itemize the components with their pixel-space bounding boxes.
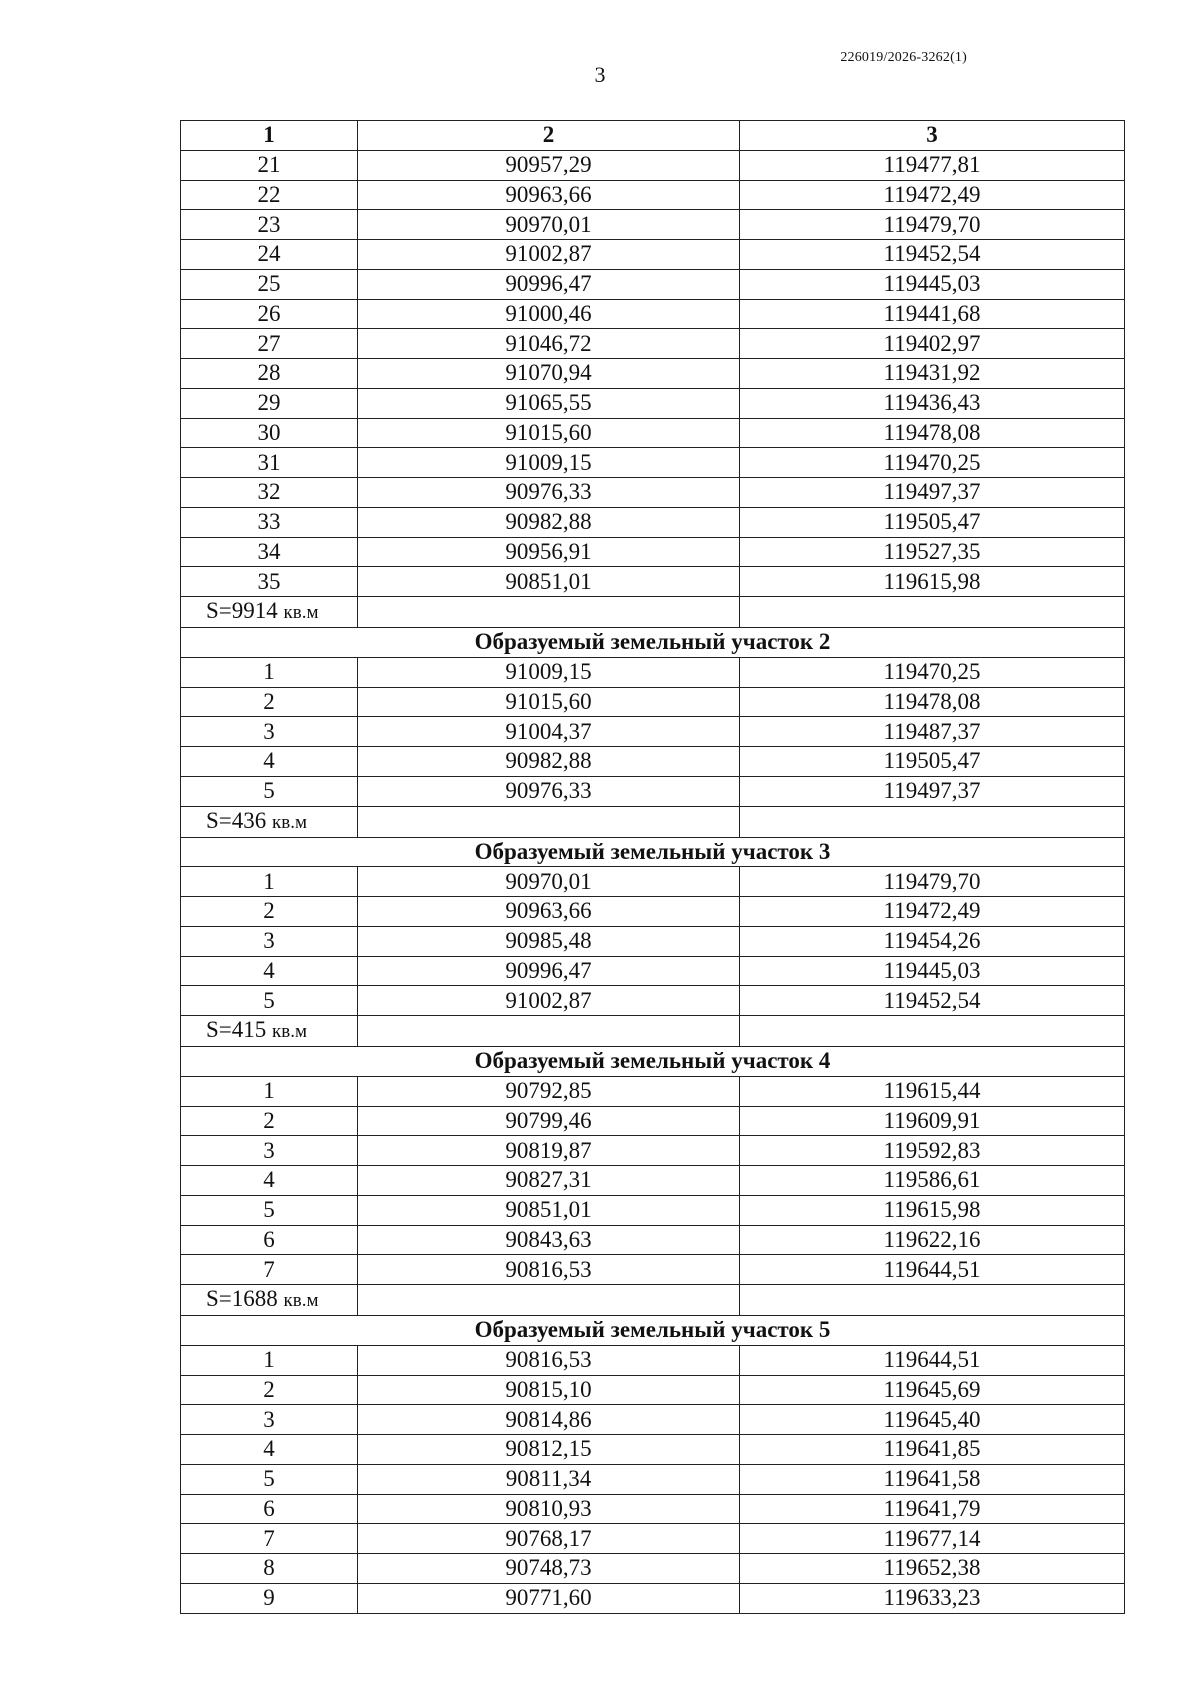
point-number-cell: 3 [181,1136,358,1166]
x-coordinate-cell: 90970,01 [358,210,740,240]
y-coordinate-cell: 119472,49 [740,897,1125,927]
point-number-cell: 5 [181,1195,358,1225]
point-number-cell: 31 [181,448,358,478]
point-number-cell: 29 [181,388,358,418]
section-title: Образуемый земельный участок 5 [181,1316,1125,1346]
table-header-row [181,121,1125,151]
x-coordinate-cell: 90827,31 [358,1166,740,1196]
x-coordinate-cell: 91046,72 [358,329,740,359]
table-row [181,956,1125,986]
x-coordinate-cell: 91065,55 [358,388,740,418]
header-cell-x: 2 [358,121,740,151]
x-coordinate-cell: 90843,63 [358,1225,740,1255]
y-coordinate-cell: 119652,38 [740,1554,1125,1584]
x-coordinate-cell: 90768,17 [358,1524,740,1554]
table-row [181,478,1125,508]
y-coordinate-cell: 119478,08 [740,418,1125,448]
x-coordinate-cell: 91004,37 [358,717,740,747]
section-title: Образуемый земельный участок 3 [181,837,1125,867]
y-coordinate-cell: 119497,37 [740,776,1125,806]
table-row [181,359,1125,389]
table-row [181,507,1125,537]
x-coordinate-cell: 91009,15 [358,448,740,478]
table-row [181,1494,1125,1524]
point-number-cell: 9 [181,1583,358,1613]
x-coordinate-cell: 90963,66 [358,180,740,210]
point-number-cell: 25 [181,269,358,299]
x-coordinate-cell: 90851,01 [358,567,740,597]
table-row [181,657,1125,687]
point-number-cell: 6 [181,1494,358,1524]
y-coordinate-cell: 119472,49 [740,180,1125,210]
y-coordinate-cell: 119436,43 [740,388,1125,418]
table-row [181,897,1125,927]
y-coordinate-cell: 119615,44 [740,1076,1125,1106]
point-number-cell: 1 [181,1076,358,1106]
area-cell [181,1016,358,1047]
y-coordinate-cell: 119431,92 [740,359,1125,389]
empty-cell [358,597,740,628]
area-unit: кв.м [283,602,319,623]
y-coordinate-cell: 119615,98 [740,1195,1125,1225]
x-coordinate-cell: 90771,60 [358,1583,740,1613]
point-number-cell: 28 [181,359,358,389]
point-number-cell: 26 [181,299,358,329]
x-coordinate-cell: 90851,01 [358,1195,740,1225]
empty-cell [358,1285,740,1316]
table-row [181,448,1125,478]
x-coordinate-cell: 90976,33 [358,776,740,806]
y-coordinate-cell: 119452,54 [740,240,1125,270]
point-number-cell: 5 [181,1464,358,1494]
x-coordinate-cell: 91002,87 [358,240,740,270]
section-heading-row [181,837,1125,867]
x-coordinate-cell: 90982,88 [358,507,740,537]
area-cell [181,597,358,628]
y-coordinate-cell: 119641,79 [740,1494,1125,1524]
page-number: 3 [594,62,606,87]
section-title: Образуемый земельный участок 2 [181,628,1125,658]
table-row [181,329,1125,359]
area-unit: кв.м [272,811,307,833]
table-row [181,1225,1125,1255]
x-coordinate-cell: 90815,10 [358,1375,740,1405]
table-row [181,1375,1125,1405]
area-value: S=415 [206,1017,267,1042]
y-coordinate-cell: 119641,58 [740,1464,1125,1494]
y-coordinate-cell: 119641,85 [740,1435,1125,1465]
table-row [181,1076,1125,1106]
point-number-cell: 35 [181,567,358,597]
x-coordinate-cell: 90811,34 [358,1464,740,1494]
x-coordinate-cell: 90963,66 [358,897,740,927]
y-coordinate-cell: 119527,35 [740,537,1125,567]
table-row [181,687,1125,717]
coordinates-table [180,120,1125,1614]
y-coordinate-cell: 119505,47 [740,747,1125,777]
table-row [181,1195,1125,1225]
y-coordinate-cell: 119477,81 [740,150,1125,180]
point-number-cell: 4 [181,956,358,986]
y-coordinate-cell: 119478,08 [740,687,1125,717]
table-row [181,1106,1125,1136]
point-number-cell: 34 [181,537,358,567]
point-number-cell: 4 [181,1435,358,1465]
area-unit: кв.м [272,1021,307,1042]
area-row [181,1016,1125,1047]
x-coordinate-cell: 90819,87 [358,1136,740,1166]
y-coordinate-cell: 119479,70 [740,210,1125,240]
table-row [181,1464,1125,1494]
point-number-cell: 5 [181,986,358,1016]
empty-cell [740,597,1125,628]
empty-cell [358,806,740,837]
y-coordinate-cell: 119586,61 [740,1166,1125,1196]
section-heading-row [181,628,1125,658]
x-coordinate-cell: 90985,48 [358,926,740,956]
point-number-cell: 22 [181,180,358,210]
point-number-cell: 3 [181,717,358,747]
x-coordinate-cell: 90816,53 [358,1255,740,1285]
x-coordinate-cell: 90996,47 [358,269,740,299]
y-coordinate-cell: 119497,37 [740,478,1125,508]
y-coordinate-cell: 119479,70 [740,867,1125,897]
table-row [181,1435,1125,1465]
point-number-cell: 2 [181,1375,358,1405]
table-row [181,1136,1125,1166]
point-number-cell: 1 [181,1345,358,1375]
empty-cell [358,1016,740,1047]
table-row [181,1583,1125,1613]
x-coordinate-cell: 90812,15 [358,1435,740,1465]
y-coordinate-cell: 119505,47 [740,507,1125,537]
y-coordinate-cell: 119615,98 [740,567,1125,597]
table-row [181,1166,1125,1196]
table-row [181,269,1125,299]
point-number-cell: 4 [181,747,358,777]
x-coordinate-cell: 90792,85 [358,1076,740,1106]
area-cell [181,806,358,837]
x-coordinate-cell: 91002,87 [358,986,740,1016]
x-coordinate-cell: 90799,46 [358,1106,740,1136]
x-coordinate-cell: 91015,60 [358,418,740,448]
point-number-cell: 3 [181,926,358,956]
coordinates-table-body [181,121,1125,1614]
table-row [181,776,1125,806]
header-cell-point-number: 1 [181,121,358,151]
table-row [181,1345,1125,1375]
table-row [181,986,1125,1016]
table-row [181,747,1125,777]
point-number-cell: 8 [181,1554,358,1584]
point-number-cell: 1 [181,657,358,687]
area-row [181,806,1125,837]
y-coordinate-cell: 119452,54 [740,986,1125,1016]
point-number-cell: 7 [181,1524,358,1554]
x-coordinate-cell: 91070,94 [358,359,740,389]
table-row [181,299,1125,329]
table-row [181,1554,1125,1584]
table-row [181,926,1125,956]
x-coordinate-cell: 90748,73 [358,1554,740,1584]
y-coordinate-cell: 119470,25 [740,448,1125,478]
point-number-cell: 32 [181,478,358,508]
point-number-cell: 7 [181,1255,358,1285]
area-value: S=436 [206,807,267,833]
x-coordinate-cell: 90956,91 [358,537,740,567]
x-coordinate-cell: 91015,60 [358,687,740,717]
point-number-cell: 2 [181,897,358,927]
point-number-cell: 23 [181,210,358,240]
table-row [181,1255,1125,1285]
x-coordinate-cell: 90970,01 [358,867,740,897]
table-row [181,240,1125,270]
y-coordinate-cell: 119644,51 [740,1255,1125,1285]
empty-cell [740,806,1125,837]
section-heading-row [181,1316,1125,1346]
x-coordinate-cell: 90982,88 [358,747,740,777]
point-number-cell: 30 [181,418,358,448]
y-coordinate-cell: 119677,14 [740,1524,1125,1554]
table-row [181,418,1125,448]
y-coordinate-cell: 119592,83 [740,1136,1125,1166]
table-row [181,867,1125,897]
x-coordinate-cell: 90996,47 [358,956,740,986]
table-row [181,1524,1125,1554]
area-row [181,1285,1125,1316]
empty-cell [740,1285,1125,1316]
area-row [181,597,1125,628]
y-coordinate-cell: 119644,51 [740,1345,1125,1375]
header-cell-y: 3 [740,121,1125,151]
point-number-cell: 3 [181,1405,358,1435]
y-coordinate-cell: 119609,91 [740,1106,1125,1136]
point-number-cell: 4 [181,1166,358,1196]
table-row [181,210,1125,240]
area-value: S=9914 [206,598,278,623]
point-number-cell: 21 [181,150,358,180]
point-number-cell: 5 [181,776,358,806]
table-row [181,537,1125,567]
y-coordinate-cell: 119470,25 [740,657,1125,687]
y-coordinate-cell: 119633,23 [740,1583,1125,1613]
document-reference: 226019/2026-3262(1) [840,50,967,65]
table-row [181,150,1125,180]
table-row [181,1405,1125,1435]
y-coordinate-cell: 119402,97 [740,329,1125,359]
point-number-cell: 24 [181,240,358,270]
y-coordinate-cell: 119487,37 [740,717,1125,747]
y-coordinate-cell: 119445,03 [740,956,1125,986]
section-title: Образуемый земельный участок 4 [181,1047,1125,1077]
point-number-cell: 6 [181,1225,358,1255]
y-coordinate-cell: 119645,40 [740,1405,1125,1435]
empty-cell [740,1016,1125,1047]
y-coordinate-cell: 119645,69 [740,1375,1125,1405]
area-cell [181,1285,358,1316]
point-number-cell: 27 [181,329,358,359]
y-coordinate-cell: 119454,26 [740,926,1125,956]
y-coordinate-cell: 119441,68 [740,299,1125,329]
x-coordinate-cell: 90957,29 [358,150,740,180]
point-number-cell: 1 [181,867,358,897]
x-coordinate-cell: 90976,33 [358,478,740,508]
section-heading-row [181,1047,1125,1077]
point-number-cell: 2 [181,687,358,717]
y-coordinate-cell: 119445,03 [740,269,1125,299]
table-row [181,717,1125,747]
area-unit: кв.м [283,1290,319,1311]
x-coordinate-cell: 90816,53 [358,1345,740,1375]
point-number-cell: 2 [181,1106,358,1136]
y-coordinate-cell: 119622,16 [740,1225,1125,1255]
x-coordinate-cell: 91009,15 [358,657,740,687]
x-coordinate-cell: 90814,86 [358,1405,740,1435]
table-row [181,180,1125,210]
area-value: S=1688 [206,1286,278,1311]
x-coordinate-cell: 91000,46 [358,299,740,329]
table-row [181,567,1125,597]
x-coordinate-cell: 90810,93 [358,1494,740,1524]
table-row [181,388,1125,418]
point-number-cell: 33 [181,507,358,537]
